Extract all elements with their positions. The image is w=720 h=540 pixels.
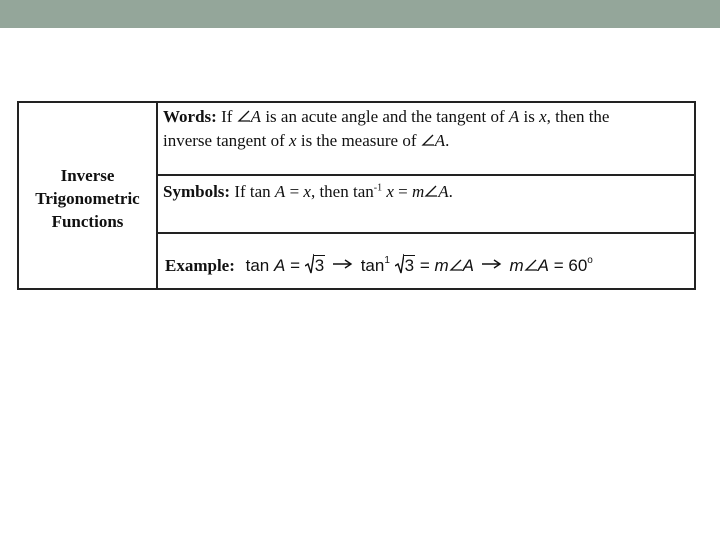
symbols-text-part: = xyxy=(398,182,408,201)
example-var-a: A xyxy=(274,256,286,275)
words-text-part: inverse tangent of xyxy=(163,131,285,150)
words-var-a: A xyxy=(250,107,262,126)
angle-icon xyxy=(421,134,435,147)
example-var-m: m xyxy=(509,256,524,275)
right-arrow-icon xyxy=(482,259,502,269)
words-text-part: , then the xyxy=(546,107,610,126)
example-part: tan xyxy=(245,256,270,275)
angle-icon xyxy=(237,110,251,123)
words-label: Words: xyxy=(163,107,217,126)
words-text-part: is the measure of xyxy=(300,131,417,150)
angle-icon xyxy=(424,185,438,198)
example-part: = 60 xyxy=(553,256,588,275)
symbols-var-m: m xyxy=(411,182,425,201)
example-var-m: m xyxy=(434,256,449,275)
term-title xyxy=(19,164,156,233)
term-cell xyxy=(19,103,158,288)
words-text-part: is an acute angle and the tangent of xyxy=(265,107,505,126)
term-line-2: Trigonometric xyxy=(35,189,140,208)
words-text-part: . xyxy=(445,131,450,150)
symbols-text-part: . xyxy=(448,182,453,201)
example-label: Example: xyxy=(165,256,235,275)
symbols-var-x: x xyxy=(303,182,311,201)
example-row xyxy=(158,234,694,288)
words-var-a: A xyxy=(508,107,520,126)
square-root-icon xyxy=(305,253,314,275)
term-line-3: Functions xyxy=(51,212,124,231)
example-equation xyxy=(165,248,593,279)
words-row xyxy=(158,103,694,176)
example-part: = xyxy=(419,256,430,275)
words-text xyxy=(163,105,609,153)
example-var-a: A xyxy=(537,256,549,275)
example-superscript: 1 xyxy=(384,255,390,266)
symbols-text xyxy=(163,180,453,204)
symbols-text-part: If tan xyxy=(234,182,271,201)
words-var-x: x xyxy=(289,131,297,150)
symbols-var-a: A xyxy=(274,182,286,201)
example-part: tan xyxy=(360,256,385,275)
example-radicand: 3 xyxy=(314,256,325,275)
words-text-part: If xyxy=(221,107,233,126)
symbols-text-part: = xyxy=(289,182,300,201)
angle-icon xyxy=(524,259,538,272)
angle-icon xyxy=(449,259,463,272)
definition-table xyxy=(17,101,696,290)
words-var-x: x xyxy=(539,107,547,126)
square-root-icon xyxy=(395,253,404,275)
symbols-text-part: , then tan xyxy=(310,182,374,201)
words-text-part: is xyxy=(523,107,535,126)
slide-top-bar xyxy=(0,0,720,28)
symbols-superscript: -1 xyxy=(373,182,383,194)
example-part: = xyxy=(290,256,301,275)
symbols-var-a: A xyxy=(438,182,449,201)
example-radicand: 3 xyxy=(404,256,415,275)
example-var-a: A xyxy=(462,256,475,275)
words-var-a: A xyxy=(434,131,446,150)
degree-symbol: o xyxy=(587,255,593,266)
symbols-var-x: x xyxy=(386,182,394,201)
term-line-1: Inverse xyxy=(60,166,115,185)
right-arrow-icon xyxy=(333,259,353,269)
symbols-row xyxy=(158,176,694,234)
symbols-label: Symbols: xyxy=(163,182,231,201)
